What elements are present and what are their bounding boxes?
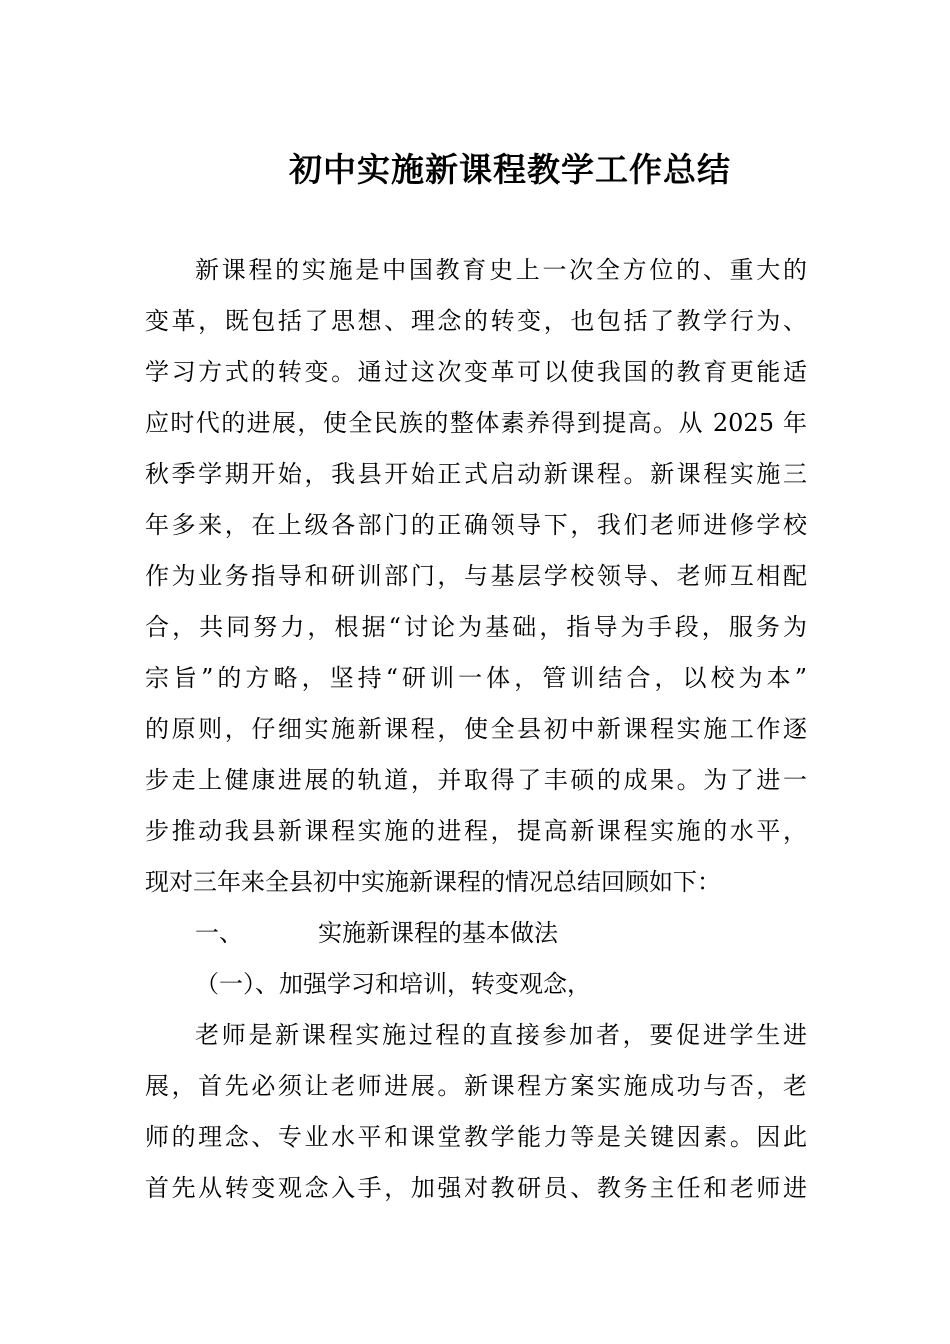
paragraph-line: 应时代的进展，使全民族的整体素养得到提高。从 2025 年 xyxy=(145,409,807,437)
paragraph-line: 学习方式的转变。通过这次变革可以使我国的教育更能适 xyxy=(145,358,807,386)
paragraph-line: 现对三年来全县初中实施新课程的情况总结回顾如下： xyxy=(145,868,721,896)
paragraph-line: 新课程的实施是中国教育史上一次全方位的、重大的 xyxy=(195,256,807,284)
paragraph-line: 合，共同努力，根据“讨论为基础，指导为手段，服务为 xyxy=(145,613,807,641)
section-number: 一、 xyxy=(195,919,243,947)
paragraph-line: 首先从转变观念入手，加强对教研员、教务主任和老师进 xyxy=(145,1174,807,1202)
paragraph-line: 步走上健康进展的轨道，并取得了丰硕的成果。为了进一 xyxy=(145,766,807,794)
paragraph-line: 作为业务指导和研训部门，与基层学校领导、老师互相配 xyxy=(145,562,807,590)
subsection-title: （一）、加强学习和培训，转变观念， xyxy=(195,970,591,998)
paragraph-line: 的原则，仔细实施新课程，使全县初中新课程实施工作逐 xyxy=(145,715,807,743)
paragraph-line: 秋季学期开始，我县开始正式启动新课程。新课程实施三 xyxy=(145,460,807,488)
document-title: 初中实施新课程教学工作总结 xyxy=(289,150,731,189)
paragraph-line: 师的理念、专业水平和课堂教学能力等是关键因素。因此 xyxy=(145,1123,807,1151)
section-title: 实施新课程的基本做法 xyxy=(318,919,558,947)
paragraph-line: 宗旨”的方略，坚持“研训一体，管训结合，以校为本” xyxy=(145,664,807,692)
paragraph-line: 步推动我县新课程实施的进程，提高新课程实施的水平， xyxy=(145,817,807,845)
paragraph-line: 老师是新课程实施过程的直接参加者，要促进学生进 xyxy=(195,1021,807,1049)
paragraph-line: 展，首先必须让老师进展。新课程方案实施成功与否，老 xyxy=(145,1072,807,1100)
paragraph-line: 变革，既包括了思想、理念的转变，也包括了教学行为、 xyxy=(145,307,807,335)
paragraph-line: 年多来，在上级各部门的正确领导下，我们老师进修学校 xyxy=(145,511,807,539)
